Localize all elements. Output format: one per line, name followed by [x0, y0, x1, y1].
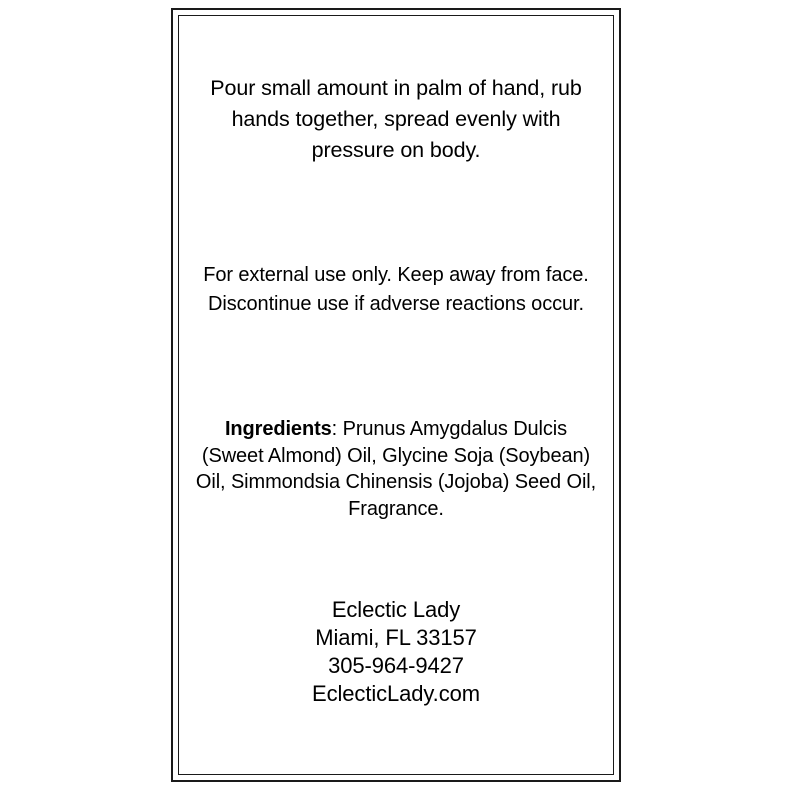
company-name: Eclectic Lady [331, 597, 461, 622]
label-card-outer-border [171, 8, 621, 782]
ingredients-heading: Ingredients [224, 418, 332, 440]
ingredients-separator: : [331, 418, 343, 440]
company-phone: 305-964-9427 [328, 653, 464, 678]
label-content [179, 16, 613, 774]
directions-text: Pour small amount in palm of hand, rub hands together, spread evenly with pressure on body. [210, 76, 582, 162]
company-info [195, 596, 597, 708]
warning-text: For external use only. Keep away from face. Discontinue use if adverse reactions occur. [203, 264, 589, 315]
ingredients-section [195, 416, 597, 522]
ingredients-list: Prunus Amygdalus Dulcis (Sweet Almond) Oil, Glycine Soja (Soybean) Oil, Simmondsia Chinensis (Jojoba) Seed Oil, Fragrance. [195, 418, 597, 520]
company-address: Miami, FL 33157 [315, 625, 477, 650]
label-card-inner-border [178, 15, 614, 775]
company-website: EclecticLady.com [312, 681, 480, 706]
